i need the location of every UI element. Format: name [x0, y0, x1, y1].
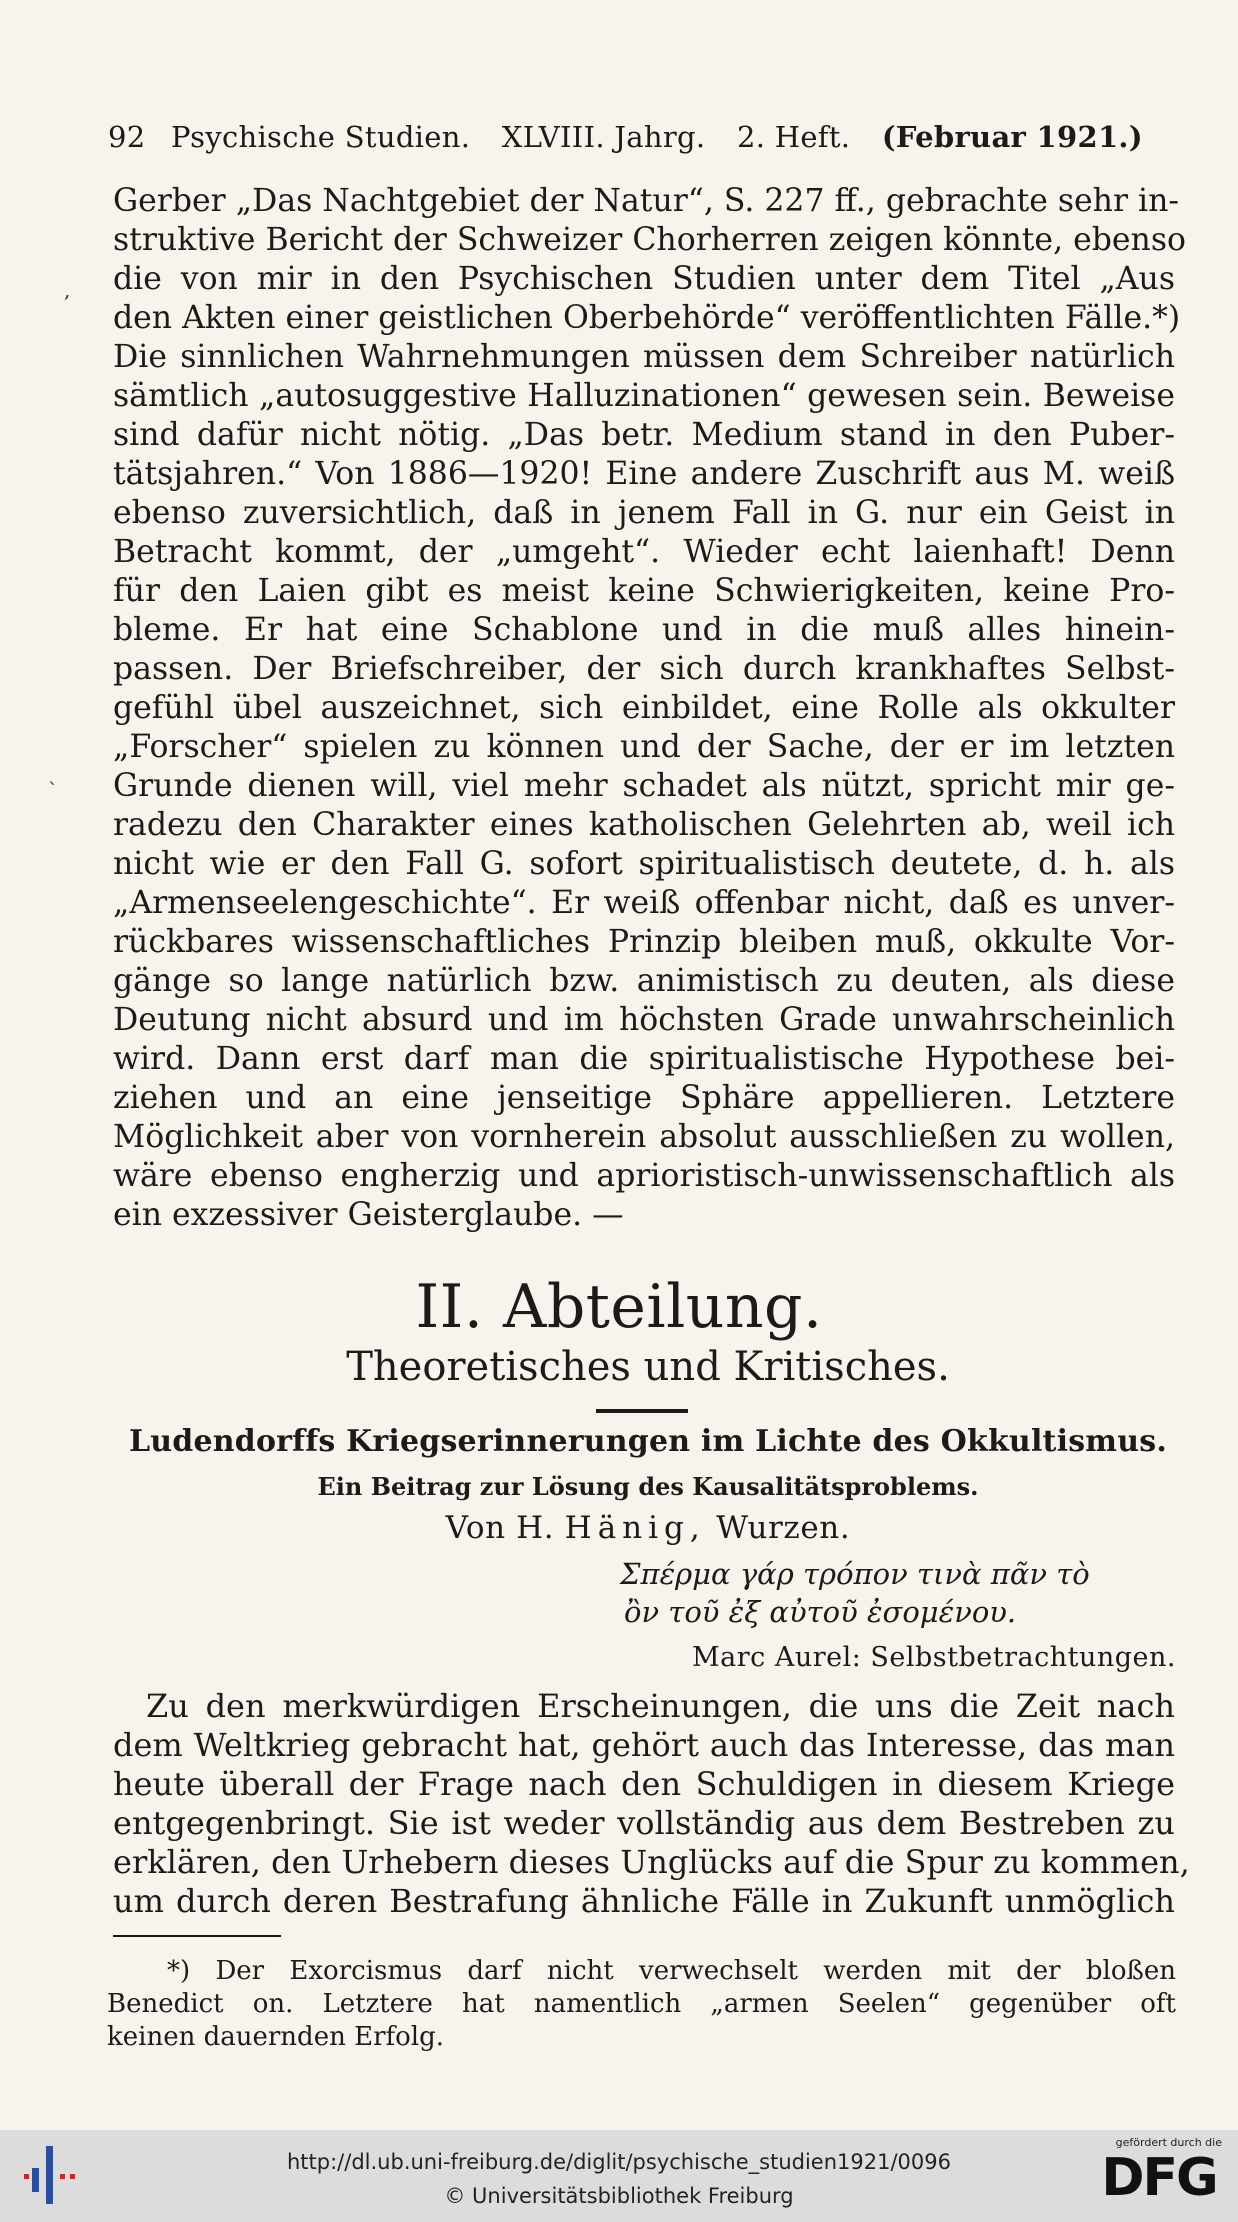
text-line: Betracht kommt, der „umgeht“. Wieder echt laienhaft! Denn	[113, 534, 1175, 570]
margin-mark: `	[48, 778, 58, 802]
text-line: struktive Bericht der Schweizer Chorherren zeigen könnte, ebenso	[113, 222, 1186, 258]
text-line: für den Laien gibt es meist keine Schwierigkeiten, keine Pro-	[113, 573, 1175, 609]
copyright: © Universitätsbibliothek Freiburg	[444, 2184, 794, 2208]
text-line: Gerber „Das Nachtgebiet der Natur“, S. 227 ff., gebrachte sehr in-	[113, 183, 1180, 219]
journal-title: Psychische Studien.	[171, 120, 471, 154]
text-line: entgegenbringt. Sie ist weder vollständig aus dem Bestreben zu	[113, 1804, 1175, 1842]
text-line: heute überall der Frage nach den Schuldigen in diesem Kriege	[113, 1765, 1175, 1803]
permalink[interactable]: http://dl.ub.uni-freiburg.de/diglit/psychische_studien1921/0096	[287, 2150, 951, 2174]
text-line: ein exzessiver Geisterglaube. —	[113, 1197, 624, 1233]
article-paragraph	[113, 1687, 1190, 1921]
motto-line: Σπέρμα γάρ τρόπον τινὰ πᾶν τὸ	[620, 1557, 1090, 1591]
text-line: Grunde dienen will, viel mehr schadet als nützt, spricht mir ge-	[113, 768, 1175, 804]
footnote	[107, 1955, 1176, 2054]
volume: XLVIII. Jahrg.	[501, 120, 706, 154]
footnote-line: keinen dauernden Erfolg.	[107, 2022, 444, 2052]
paragraph-continued	[113, 182, 1186, 1235]
section-rule	[596, 1409, 688, 1413]
issue-date: (Februar 1921.)	[881, 120, 1143, 154]
text-line: dem Weltkrieg gebracht hat, gehört auch das Interesse, das man	[113, 1726, 1175, 1764]
author-name: Hänig,	[564, 1510, 706, 1546]
text-line: wäre ebenso engherzig und aprioristisch-unwissenschaftlich als	[113, 1158, 1175, 1194]
page-number: 92	[108, 120, 146, 154]
text-line: Deutung nicht absurd und im höchsten Grade unwahrscheinlich	[113, 1002, 1175, 1038]
text-line: gänge so lange natürlich bzw. animistisch zu deuten, als diese	[113, 963, 1175, 999]
text-line: sämtlich „autosuggestive Halluzinationen“ gewesen sein. Beweise	[113, 378, 1175, 414]
footnote-line: *) Der Exorcismus darf nicht verwechselt werden mit der bloßen	[167, 1956, 1176, 1986]
text-line: Die sinnlichen Wahrnehmungen müssen dem Schreiber natürlich	[113, 339, 1175, 375]
text-line: passen. Der Briefschreiber, der sich durch krankhaftes Selbst-	[113, 651, 1175, 687]
section-subtitle: Theoretisches und Kritisches.	[346, 1344, 950, 1390]
motto	[620, 1555, 1160, 1631]
text-line: den Akten einer geistlichen Oberbehörde“ veröffentlichten Fälle.*)	[113, 300, 1181, 336]
text-line: sind dafür nicht nötig. „Das betr. Medium stand in den Puber-	[113, 417, 1175, 453]
margin-mark: ,	[64, 278, 71, 302]
motto-source: Marc Aurel: Selbstbetrachtungen.	[691, 1642, 1176, 1673]
motto-line: ὂν τοῦ ἐξ αὐτοῦ ἐσομένου.	[624, 1595, 1017, 1629]
section-heading: II. Abteilung.	[415, 1272, 823, 1342]
text-line: Zu den merkwürdigen Erscheinungen, die uns die Zeit nach	[146, 1687, 1175, 1725]
issue: 2. Heft.	[736, 120, 851, 154]
footnote-rule	[113, 1935, 281, 1937]
article-author	[0, 1510, 1238, 1546]
dfg-note: gefördert durch die	[1115, 2136, 1222, 2149]
article-title: Ludendorffs Kriegserinnerungen im Lichte des Okkultismus.	[129, 1424, 1167, 1459]
text-line: „Armenseelengeschichte“. Er weiß offenbar nicht, daß es unver-	[113, 885, 1175, 921]
text-line: bleme. Er hat eine Schablone und in die muß alles hinein-	[113, 612, 1175, 648]
text-line: tätsjahren.“ Von 1886—1920! Eine andere Zuschrift aus M. weiß	[113, 456, 1175, 492]
running-head	[108, 120, 1143, 154]
text-line: rückbares wissenschaftliches Prinzip bleiben muß, okkulte Vor-	[113, 924, 1175, 960]
text-line: nicht wie er den Fall G. sofort spiritualistisch deutete, d. h. als	[113, 846, 1175, 882]
article-subtitle: Ein Beitrag zur Lösung des Kausalitätsproblems.	[317, 1472, 979, 1501]
text-line: radezu den Charakter eines katholischen Gelehrten ab, weil ich	[113, 807, 1175, 843]
text-line: um durch deren Bestrafung ähnliche Fälle in Zukunft unmöglich	[113, 1882, 1175, 1920]
viewer-footer	[0, 2130, 1238, 2222]
text-line: „Forscher“ spielen zu können und der Sache, der er im letzten	[113, 729, 1175, 765]
text-line: Möglichkeit aber von vornherein absolut ausschließen zu wollen,	[113, 1119, 1175, 1155]
text-line: erklären, den Urhebern dieses Unglücks auf die Spur zu kommen,	[113, 1843, 1190, 1881]
text-line: ziehen und an eine jenseitige Sphäre appellieren. Letztere	[113, 1080, 1175, 1116]
text-line: wird. Dann erst darf man die spiritualistische Hypothese bei-	[113, 1041, 1175, 1077]
dfg-logo: DFG	[1101, 2148, 1217, 2208]
author-place: Wurzen.	[716, 1510, 851, 1546]
text-line: ebenso zuversichtlich, daß in jenem Fall in G. nur ein Geist in	[113, 495, 1175, 531]
text-line: gefühl übel auszeichnet, sich einbildet, eine Rolle als okkulter	[113, 690, 1175, 726]
text-line: die von mir in den Psychischen Studien unter dem Titel „Aus	[113, 261, 1175, 297]
author-prefix: Von H.	[445, 1510, 555, 1546]
dfg-badge	[1096, 2136, 1222, 2207]
footnote-line: Benedict on. Letztere hat namentlich „armen Seelen“ gegenüber oft	[107, 1989, 1176, 2019]
